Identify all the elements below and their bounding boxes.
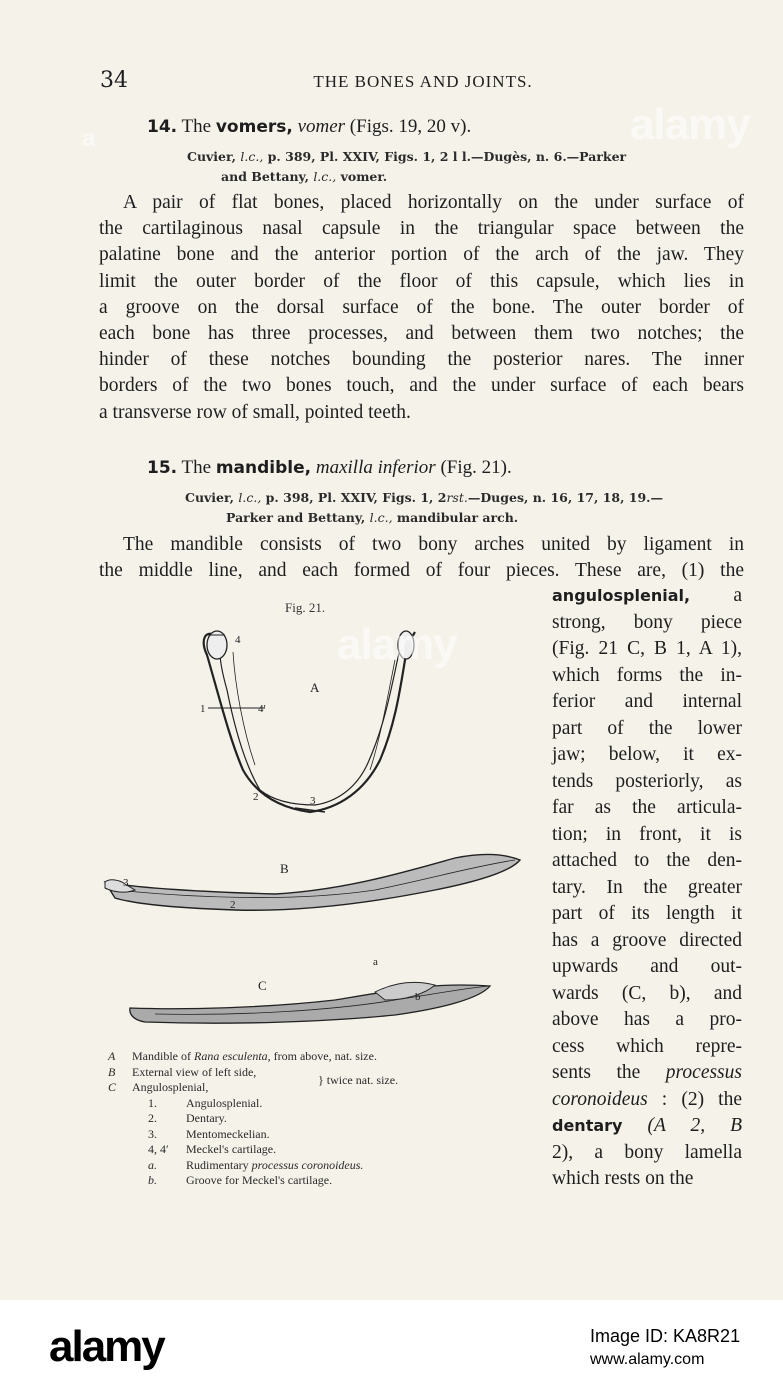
body-line: A pair of flat bones, placed horizontally on the under surface of [123,192,744,213]
watermark: a [82,125,95,152]
image-id: Image ID: KA8R21 [590,1326,741,1346]
label-1: 1 [200,703,206,715]
column-line: which rests on the [552,1168,694,1189]
caption-row-a: A Mandible of Rana esculenta, from above, nat. size. [108,1049,377,1063]
column-line: 2), a bony lamella [552,1141,742,1163]
label-b: B [280,861,289,876]
section-15-intro [99,532,744,584]
column-line: part of the lower [552,717,742,739]
page-number: 34 [100,68,128,93]
body-line: a transverse row of small, pointed teeth. [99,401,411,423]
term-dentary: dentary [552,1116,623,1135]
caption-row-c: C Angulosplenial, [108,1080,209,1094]
body-line: The mandible consists of two bony arches united by ligament in [123,534,744,555]
body-line: the cartilaginous nasal capsule in the triangular space between the [99,218,744,240]
section-15-citation-line-2: Parker and Bettany, l.c., mandibular arch. [226,510,519,525]
caption-key-row: b. Groove for Meckel's cartilage. [148,1173,333,1187]
caption-key-row: 1. Angulosplenial. [148,1095,263,1110]
column-line: cess which repre- [552,1035,742,1057]
column-line: tends posteriorly, as [552,770,742,792]
section-15-citation-line-1: Cuvier, l.c., p. 398, Pl. XXIV, Figs. 1, 2rst.—Duges, n. 16, 17, 18, 19.— [185,490,664,505]
column-line: above has a pro- [552,1009,742,1030]
body-line: a groove on the dorsal surface of the bone. The outer border of [99,296,744,318]
column-line: angulosplenial, a [552,585,742,606]
running-head [100,68,746,98]
caption-key-row: 4, 4′ Meckel's cartilage. [148,1142,277,1156]
column-line: tion; in front, it is [552,823,742,845]
label-2: 2 [253,791,259,803]
column-line: wards (C, b), and [552,982,742,1004]
figure-reference: (Figs. 19, 20 v). [349,116,472,137]
column-line: attached to the den- [552,850,742,871]
column-line: (Fig. 21 C, B 1, A 1), [552,638,742,659]
term-angulosplenial: angulosplenial, [552,586,691,605]
section-14-citation-line-2: and Bettany, l.c., vomer. [221,169,388,184]
body-line: limit the outer border of the floor of this capsule, which lies in [99,270,744,292]
label-3-b: 3 [123,877,129,889]
caption-key-row: a. Rudimentary processus coronoideus. [148,1157,364,1172]
right-column-text [552,583,742,1193]
label-a-lower: a [373,956,378,968]
stock-footer [0,1300,783,1390]
figure-reference: (Fig. 21). [440,457,512,478]
label-4: 4 [235,634,241,646]
column-line: far as the articula- [552,797,742,818]
watermark: alamy [337,620,457,669]
body-line: each bone has three processes, and between them two notches; the [99,323,744,345]
drawing-b-external-view [105,854,520,910]
section-number: 14. [147,117,178,137]
section-15-heading [147,457,512,479]
column-line: part of its length it [552,903,742,924]
alamy-logo: alamy [49,1322,164,1371]
label-a: A [310,680,320,695]
figure-21-mandible-illustration [95,590,535,1050]
drawing-c-angulosplenial [130,982,490,1023]
column-line: dentary (A 2, B [552,1115,743,1136]
watermark: alamy [630,100,750,149]
section-latin-name: maxilla inferior [315,457,436,478]
column-line: ferior and internal [552,691,742,712]
column-line: has a groove directed [552,929,742,951]
section-14-body [99,190,744,426]
section-latin-name: vomer [297,116,346,137]
column-line: coronoideus : (2) the [552,1088,742,1110]
section-number: 15. [147,458,178,478]
label-b-lower: b [415,991,421,1003]
body-line: the middle line, and each formed of four pieces. These are, (1) the [99,560,744,582]
brace-note: } twice nat. size. [318,1073,399,1087]
body-line: hinder of these notches bounding the posterior nares. The inner [99,349,744,371]
column-line: upwards and out- [552,956,742,977]
body-line: borders of the two bones touch, and the under surface of each bears [99,375,744,397]
column-line: jaw; below, it ex- [552,744,742,765]
heading-word: The [181,457,212,478]
caption-row-b: B External view of left side, [108,1064,257,1079]
column-line: sents the processus [552,1062,742,1083]
label-2-b: 2 [230,899,236,911]
column-line: which forms the in- [552,664,742,686]
label-3: 3 [310,795,316,807]
figure-caption [108,1049,548,1189]
heading-word: The [181,116,212,137]
body-line: palatine bone and the anterior portion of the arch of the jaw. They [99,244,744,266]
section-14-citation-line-1: Cuvier, l.c., p. 389, Pl. XXIV, Figs. 1, 2 l l.—Dugès, n. 6.—Parker [187,149,627,164]
caption-key-row: 3. Mentomeckelian. [148,1126,270,1141]
column-line: strong, bony piece [552,611,742,633]
caption-key-row: 2. Dentary. [148,1111,227,1125]
section-name: mandible, [215,458,312,478]
figure-title: Fig. 21. [285,600,326,615]
label-4-prime: 4′ [258,703,266,715]
section-14-heading [147,116,471,138]
section-name: vomers, [215,117,293,137]
running-title: THE BONES AND JOINTS. [313,72,533,91]
column-line: tary. In the greater [552,876,742,898]
label-c: C [258,978,267,993]
site-url[interactable]: www.alamy.com [590,1351,705,1368]
